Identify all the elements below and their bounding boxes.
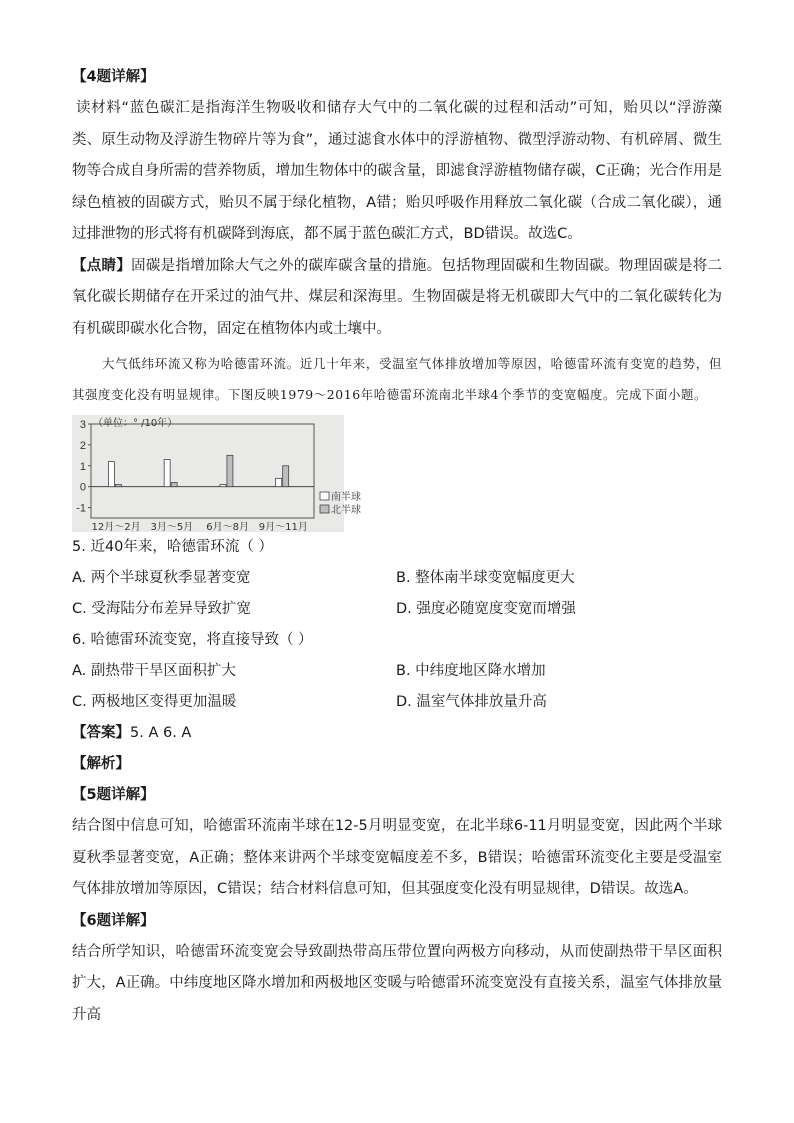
bar-north: [171, 482, 177, 486]
q5-option-b[interactable]: B. 整体南半球变宽幅度更大: [396, 570, 575, 586]
document-page: [72, 62, 722, 1031]
y-tick-label: 1: [79, 460, 86, 473]
x-tick-label: 9月～11月: [258, 522, 308, 533]
q6-options-row1: [72, 656, 722, 687]
y-tick-label: 2: [79, 439, 86, 452]
tip-body: 固碳是指增加除大气之外的碳库碳含量的措施。包括物理固碳和生物固碳。物理固碳是将二氧化碳长期储存在开采过的油气井、煤层和深海里。生物固碳是将无机碳即大气中的二氧化碳转化为有机碳即碳水化合物，固定在植物体内或土壤中。: [72, 257, 723, 337]
tip-label: 【点睛】: [72, 257, 132, 274]
legend-swatch: [320, 492, 329, 500]
section5-heading: 【5题详解】: [72, 787, 155, 803]
bar-south: [220, 485, 226, 487]
unit-label: （单位：° /10年）: [93, 418, 178, 429]
q6-option-a[interactable]: A. 副热带干旱区面积扩大: [72, 663, 236, 679]
q6-options-row2: [72, 687, 722, 718]
legend-swatch: [320, 505, 329, 513]
bar-south: [164, 460, 170, 487]
legend-label: 南半球: [331, 492, 361, 503]
legend-label: 北半球: [331, 505, 361, 516]
q5-options-row1: [72, 563, 722, 594]
y-tick-label: 0: [79, 481, 86, 494]
section5-body: 结合图中信息可知，哈德雷环流南半球在12-5月明显变宽，在北半球6-11月明显变宽，因此两个半球夏秋季显著变宽，A正确；整体来讲两个半球变宽幅度差不多，B错误；哈德雷环流变化主要是受温室气体排放增加等原因，C错误；结合材料信息可知，但其强度变化没有明显规律，D错误。故选A。: [72, 818, 722, 897]
bar-south: [276, 478, 282, 486]
section4-heading: 【4题详解】: [72, 69, 155, 85]
analysis-label: 【解析】: [72, 756, 130, 772]
q5-option-d[interactable]: D. 强度必随宽度变宽而增强: [396, 601, 576, 617]
y-tick-label: 3: [79, 419, 86, 431]
bar-north: [283, 466, 289, 487]
q6-stem: 6. 哈德雷环流变宽，将直接导致（ ）: [72, 632, 313, 648]
q5-stem: 5. 近40年来，哈德雷环流（ ）: [72, 539, 274, 555]
question-stem: 大气低纬环流又称为哈德雷环流。近几十年来，受温室气体排放增加等原因，哈德雷环流有变宽的趋势，但其强度变化没有明显规律。下图反映1979～2016年哈德雷环流南北半球4个季节的变宽幅度。完成下面小题。: [72, 356, 722, 402]
bar-south: [108, 462, 114, 487]
answer-value: 5. A 6. A: [130, 725, 192, 741]
bar-north: [115, 485, 121, 487]
bar-north: [227, 455, 233, 486]
y-tick-label: -1: [76, 502, 86, 515]
chart-svg: [72, 415, 361, 533]
x-tick-label: 6月～8月: [206, 522, 249, 533]
section4-body: 读材料“蓝色碳汇是指海洋生物吸收和储存大气中的二氧化碳的过程和活动”可知，贻贝以“浮游藻类、原生动物及浮游生物碎片等为食”，通过滤食水体中的浮游植物、微型浮游动物、有机碎屑、微生物等合成自身所需的营养物质，增加生物体中的碳含量，即滤食浮游植物储存碳，C正确；光合作用是绿色植被的固碳方式，贻贝不属于绿化植物，A错；贻贝呼吸作用释放二氧化碳（合成二氧化碳），通过排泄物的形式将有机碳降到海底，都不属于蓝色碳汇方式，BD错误。故选C。: [72, 100, 722, 242]
q5-options-row2: [72, 594, 722, 625]
x-tick-label: 3月～5月: [150, 522, 194, 533]
q5-option-c[interactable]: C. 受海陆分布差异导致扩宽: [72, 601, 251, 617]
answer-line: [72, 718, 722, 749]
x-tick-label: 12月～2月: [91, 522, 141, 533]
section6-body: 结合所学知识，哈德雷环流变宽会导致副热带高压带位置向两极方向移动，从而使副热带干旱区面积扩大，A正确。中纬度地区降水增加和两极地区变暖与哈德雷环流变宽没有直接关系，温室气体排放量升高: [72, 943, 722, 1023]
tip-paragraph: [72, 251, 722, 346]
section6-heading: 【6题详解】: [72, 912, 155, 929]
q6-option-d[interactable]: D. 温室气体排放量升高: [396, 694, 547, 710]
hadley-chart: [72, 415, 361, 533]
answer-label: 【答案】: [72, 725, 130, 741]
q6-option-c[interactable]: C. 两极地区变得更加温暖: [72, 694, 237, 710]
q6-option-b[interactable]: B. 中纬度地区降水增加: [396, 663, 546, 679]
q5-option-a[interactable]: A. 两个半球夏秋季显著变宽: [72, 570, 251, 586]
